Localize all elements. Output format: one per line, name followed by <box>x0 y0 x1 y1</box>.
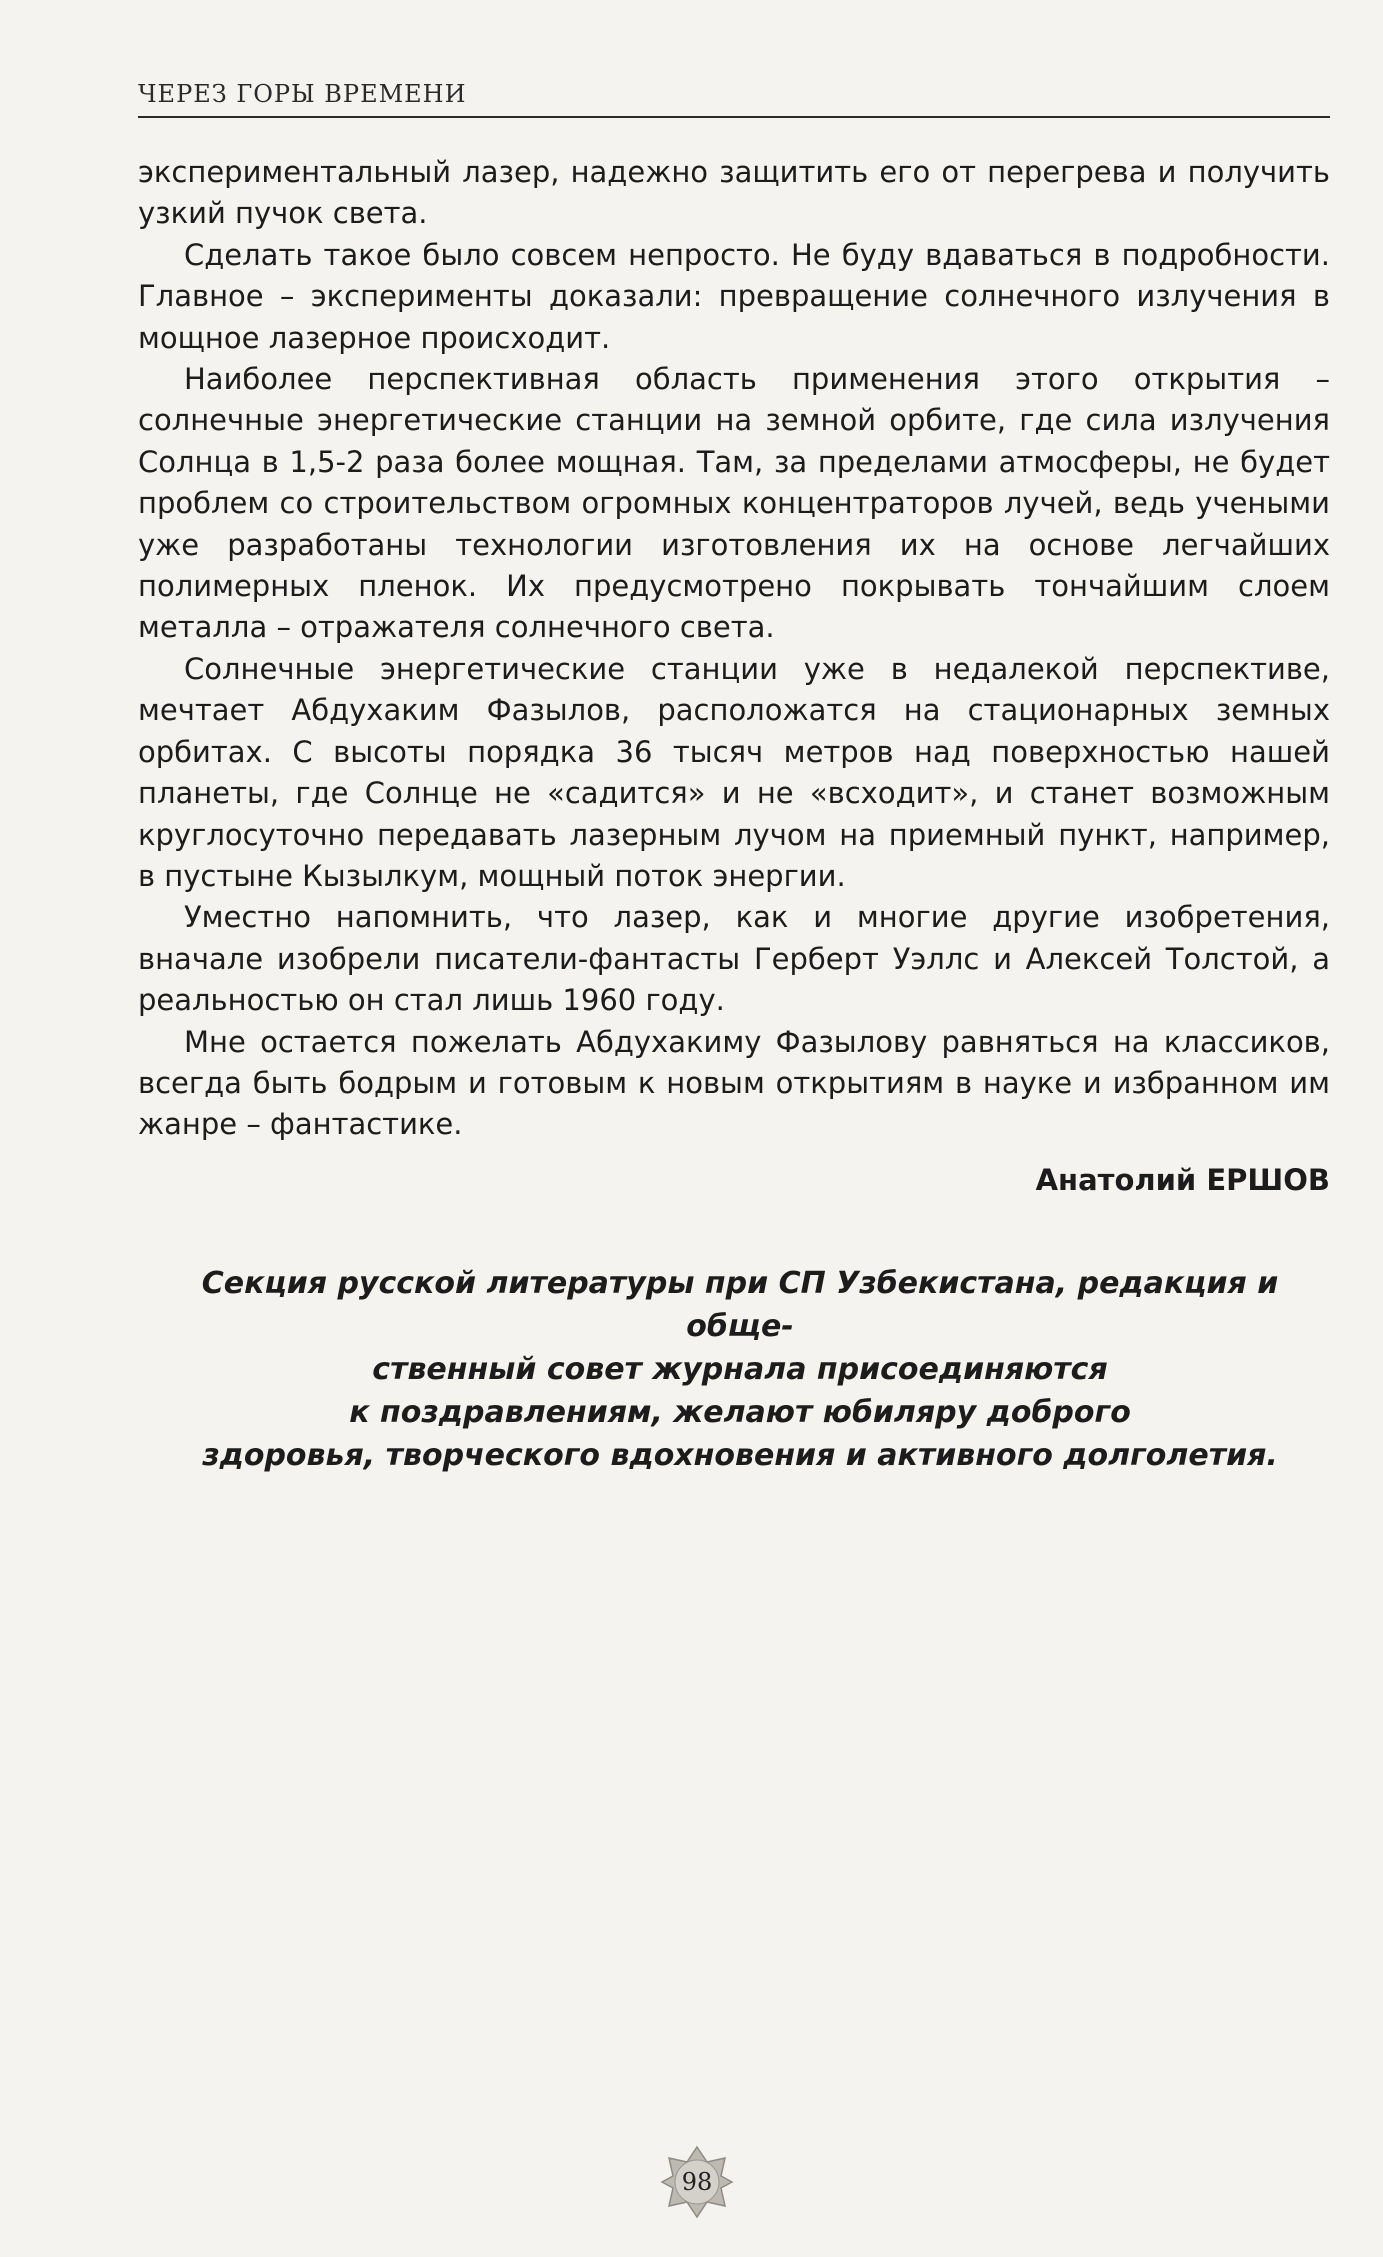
note-line: здоровья, творческого вдохновения и активного долголетия. <box>202 1438 1278 1473</box>
note-line: Секция русской литературы при СП Узбекистана, редакция и обще- <box>201 1266 1279 1344</box>
running-title: ЧЕРЕЗ ГОРЫ ВРЕМЕНИ <box>138 80 467 108</box>
paragraph: Уместно напомнить, что лазер, как и многие другие изобретения, вначале изобрели писатели-фантасты Герберт Уэллс и Алексей Толстой, а реальностью он стал лишь 1960 году. <box>138 900 1330 1018</box>
note-line: к поздравлениям, желают юбиляру доброго <box>349 1395 1131 1430</box>
paragraph: Мне остается пожелать Абдухакиму Фазылову равняться на классиков, всегда быть бодрым и готовым к новым открытиям в науке и избранном им жанре – фантастике. <box>138 1024 1330 1142</box>
running-header <box>138 80 1330 118</box>
paragraph: Солнечные энергетические станции уже в недалекой перспективе, мечтает Абдухаким Фазылов, расположатся на стационарных земных орбитах. С высоты порядка 36 тысяч метров над поверхностью нашей планеты, где Солнце не «садится» и не «всходит», и станет возможным круглосуточно передавать лазерным лучом на приемный пункт, например, в пустыне Кызылкум, мощный поток энергии. <box>138 651 1330 893</box>
article-body <box>138 152 1330 1201</box>
note-line: ственный совет журнала присоединяются <box>372 1352 1108 1387</box>
author-signature: Анатолий ЕРШОВ <box>1035 1162 1330 1197</box>
paragraph: Сделать такое было совсем непросто. Не буду вдаваться в подробности. Главное – эксперименты доказали: превращение солнечного излучения в мощное лазерное происходит. <box>138 237 1330 355</box>
page-number: 98 <box>681 2168 713 2196</box>
paragraph: экспериментальный лазер, надежно защитить его от перегрева и получить узкий пучок света. <box>138 155 1330 231</box>
page-number-badge <box>660 2145 734 2219</box>
paragraph: Наиболее перспективная область применения этого открытия – солнечные энергетические станции на земной орбите, где сила излучения Солнца в 1,5-2 раза более мощная. Там, за пределами атмосферы, не будет проблем со строительством огромных концентраторов лучей, ведь учеными уже разработаны технологии изготовления их на основе легчайших полимерных пленок. Их предусмотрено покрывать тончайшим слоем металла – отражателя солнечного света. <box>138 362 1330 645</box>
congratulation-note <box>150 1262 1330 1477</box>
